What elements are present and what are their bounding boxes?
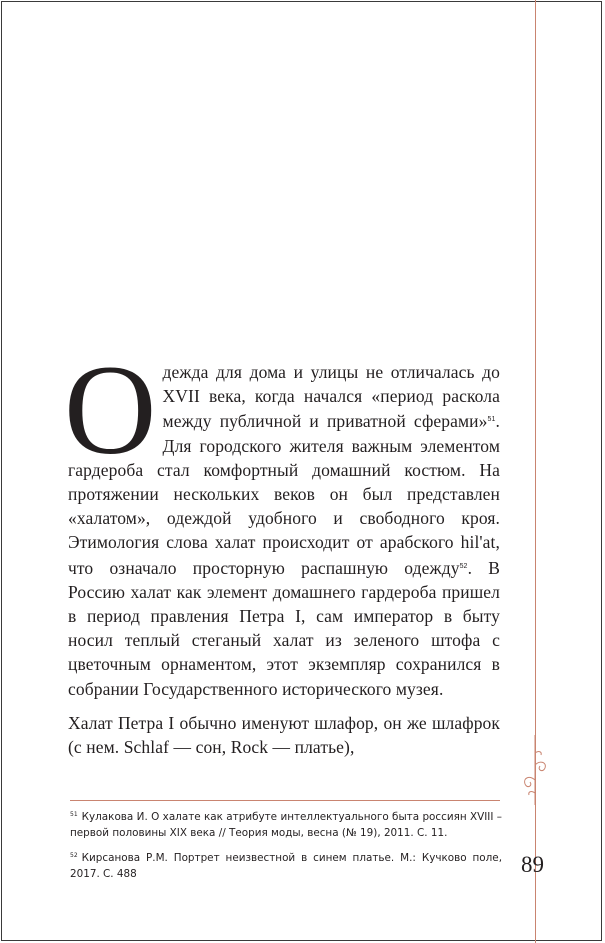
- main-text: [64, 339, 501, 759]
- footnote-text: Кирсанова Р.М. Портрет неизвестной в синем платье. М.: Кучково поле, 2017. С. 488: [70, 852, 502, 880]
- footnote-divider: [70, 800, 500, 801]
- paragraph-1-part-b: . Для городского жителя важным элементом гардероба стал комфортный домашний костюм. На протяжении нескольких веков он был представлен «халатом», одеждой удобного и свободного кроя. Этимология слова халат происходит от арабского hil'at, что означало просторную распашную одежду: [68, 411, 500, 578]
- footnote-number: 52: [70, 852, 78, 859]
- footnote-ref-51[interactable]: 51: [487, 416, 496, 424]
- paragraph-1-part-c: . В Россию халат как элемент домашнего гардероба пришел в период правления Петра I, сам император в быту носил теплый стеганый халат из зеленого штофа с цветочным орнаментом, этот экземпляр сохранился в собрании Государственного исторического музея.: [68, 557, 501, 699]
- footnote-ref-52[interactable]: 52: [459, 562, 468, 570]
- paragraph-2: Халат Петра I обычно именуют шлафор, он же шлафрок (с нем. Schlaf — сон, Rock — платье),: [68, 712, 500, 758]
- footnote-number: 51: [70, 811, 78, 818]
- footnote-52: [70, 848, 502, 882]
- drop-cap: О: [64, 339, 157, 481]
- footnotes: [70, 807, 502, 889]
- paragraph-1: [64, 339, 501, 701]
- floral-ornament-icon: [520, 735, 552, 805]
- paragraph-1-part-a: дежда для дома и улицы не отличалась до XVII века, когда начался «период раскола между публичной и приватной сферами»: [162, 362, 500, 432]
- footnote-51: [70, 807, 502, 841]
- page-number: 89: [521, 852, 544, 877]
- footnote-text: Кулакова И. О халате как атрибуте интеллектуального быта россиян XVIII – первой половины XIX века // Теория моды, весна (№ 19), 2011. С. 11.: [70, 811, 502, 839]
